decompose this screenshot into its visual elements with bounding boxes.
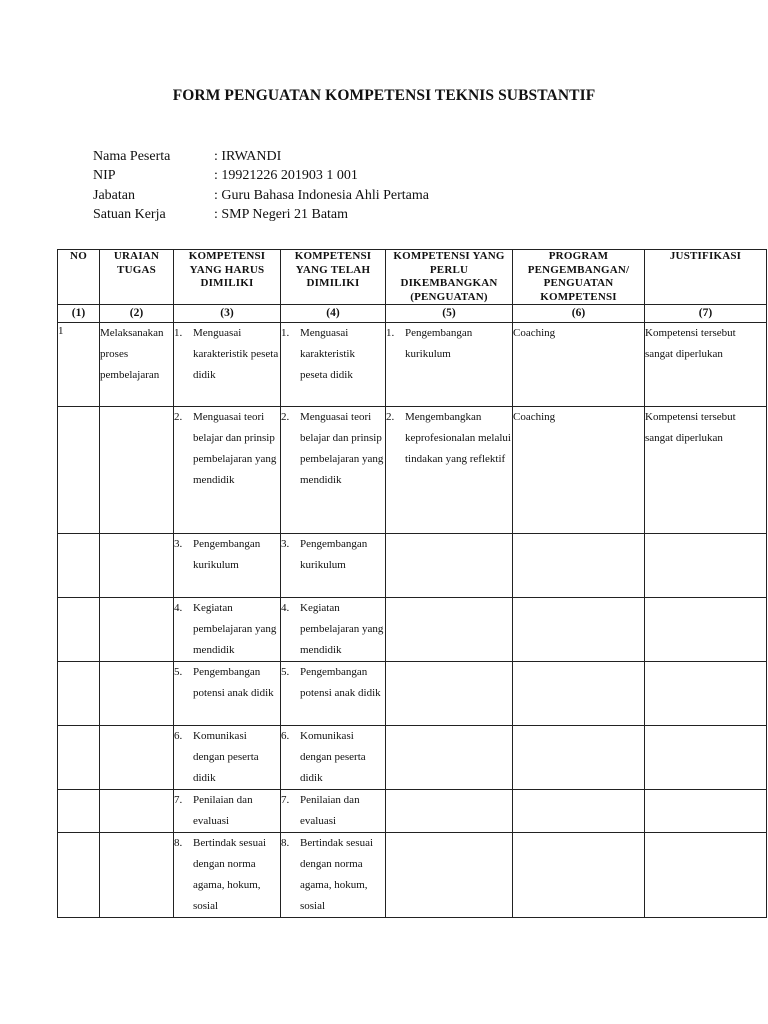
- info-row-jabatan: [93, 186, 429, 205]
- list-text: Pengembangan kurikulum: [405, 327, 473, 360]
- justifikasi-cell: Kompetensi tersebut sangat diperlukan: [645, 407, 767, 534]
- list-item: [281, 407, 385, 491]
- table-row: [58, 407, 767, 534]
- competency-table: [57, 249, 767, 918]
- info-row-nip: [93, 166, 429, 185]
- header-kompetensi-harus: KOMPETENSI YANG HARUS DIMILIKI: [174, 250, 281, 305]
- kompetensi-harus-cell: [174, 598, 281, 662]
- list-text: Kegiatan pembelajaran yang mendidik: [300, 602, 384, 656]
- list-number: 4.: [281, 602, 290, 614]
- list-item: [386, 407, 512, 470]
- list-item: [281, 833, 385, 917]
- list-number: 6.: [174, 730, 183, 742]
- empty-cell: [58, 534, 100, 598]
- justifikasi-cell: [645, 598, 767, 662]
- header-justifikasi: JUSTIFIKASI: [645, 250, 767, 305]
- table-row: [58, 662, 767, 726]
- empty-cell: [100, 662, 174, 726]
- kompetensi-perlu-cell: [386, 534, 513, 598]
- list-number: 5.: [281, 666, 290, 678]
- list-item: [281, 323, 385, 386]
- program-cell: Coaching: [513, 407, 645, 534]
- list-number: 1.: [174, 327, 183, 339]
- list-text: Pengembangan potensi anak didik: [300, 666, 381, 699]
- program-cell: [513, 534, 645, 598]
- list-number: 3.: [281, 538, 290, 550]
- kompetensi-harus-cell: [174, 662, 281, 726]
- list-item: [174, 598, 280, 661]
- kompetensi-harus-cell: [174, 407, 281, 534]
- row-number: 1: [58, 323, 100, 407]
- program-cell: Coaching: [513, 323, 645, 407]
- program-cell: [513, 662, 645, 726]
- column-number: (2): [100, 305, 174, 323]
- list-number: 4.: [174, 602, 183, 614]
- page-title: FORM PENGUATAN KOMPETENSI TEKNIS SUBSTANTIF: [172, 87, 596, 104]
- info-label: NIP: [93, 168, 116, 184]
- list-text: Menguasai karakteristik peseta didik: [193, 327, 279, 381]
- list-number: 7.: [281, 794, 290, 806]
- kompetensi-perlu-cell: [386, 407, 513, 534]
- list-item: [174, 534, 280, 576]
- empty-cell: [100, 790, 174, 833]
- list-item: [281, 598, 385, 661]
- list-text: Pengembangan kurikulum: [300, 538, 368, 571]
- kompetensi-telah-cell: [281, 534, 386, 598]
- list-text: Menguasai karakteristik peseta didik: [300, 327, 355, 381]
- justifikasi-cell: [645, 662, 767, 726]
- list-item: [386, 323, 512, 365]
- list-number: 2.: [281, 411, 290, 423]
- list-item: [174, 662, 280, 704]
- kompetensi-perlu-cell: [386, 662, 513, 726]
- column-number: (6): [513, 305, 645, 323]
- header-program: PROGRAM PENGEMBANGAN/ PENGUATAN KOMPETENSI: [513, 250, 645, 305]
- program-cell: [513, 833, 645, 918]
- info-value: : IRWANDI: [214, 149, 282, 164]
- kompetensi-perlu-cell: [386, 726, 513, 790]
- uraian-tugas-cell: Melaksanakan proses pembelajaran: [100, 323, 174, 407]
- info-value: : Guru Bahasa Indonesia Ahli Pertama: [214, 187, 430, 203]
- list-number: 1.: [386, 327, 395, 339]
- list-number: 7.: [174, 794, 183, 806]
- kompetensi-telah-cell: [281, 407, 386, 534]
- list-item: [174, 323, 280, 386]
- list-number: 3.: [174, 538, 183, 550]
- kompetensi-harus-cell: [174, 323, 281, 407]
- list-item: [281, 726, 385, 789]
- list-number: 5.: [174, 666, 183, 678]
- kompetensi-telah-cell: [281, 833, 386, 918]
- empty-cell: [58, 726, 100, 790]
- list-item: [281, 790, 385, 832]
- participant-info: [93, 147, 429, 224]
- kompetensi-telah-cell: [281, 323, 386, 407]
- list-number: 2.: [386, 411, 395, 423]
- empty-cell: [100, 407, 174, 534]
- list-number: 8.: [281, 837, 290, 849]
- kompetensi-perlu-cell: [386, 323, 513, 407]
- table-number-row: [58, 305, 767, 323]
- empty-cell: [58, 790, 100, 833]
- kompetensi-perlu-cell: [386, 833, 513, 918]
- program-cell: [513, 598, 645, 662]
- list-item: [281, 662, 385, 704]
- list-text: Komunikasi dengan peserta didik: [300, 730, 366, 784]
- list-text: Penilaian dan evaluasi: [193, 794, 253, 827]
- empty-cell: [100, 534, 174, 598]
- kompetensi-perlu-cell: [386, 790, 513, 833]
- column-number: (3): [174, 305, 281, 323]
- kompetensi-telah-cell: [281, 598, 386, 662]
- info-value: : 19921226 201903 1 001: [214, 168, 358, 184]
- empty-cell: [100, 726, 174, 790]
- kompetensi-perlu-cell: [386, 598, 513, 662]
- list-text: Menguasai teori belajar dan prinsip pembelajaran yang mendidik: [193, 411, 277, 486]
- kompetensi-telah-cell: [281, 726, 386, 790]
- list-number: 1.: [281, 327, 290, 339]
- empty-cell: [100, 598, 174, 662]
- list-text: Bertindak sesuai dengan norma agama, hokum, sosial: [300, 837, 374, 912]
- list-text: Bertindak sesuai dengan norma agama, hokum, sosial: [193, 837, 267, 912]
- kompetensi-harus-cell: [174, 534, 281, 598]
- list-number: 8.: [174, 837, 183, 849]
- header-kompetensi-telah: KOMPETENSI YANG TELAH DIMILIKI: [281, 250, 386, 305]
- info-row-nama: [93, 147, 429, 166]
- table-row: [58, 323, 767, 407]
- table-row: [58, 534, 767, 598]
- list-text: Mengembangkan keprofesionalan melalui tindakan yang reflektif: [405, 411, 511, 465]
- list-number: 2.: [174, 411, 183, 423]
- program-cell: [513, 790, 645, 833]
- table-row: [58, 833, 767, 918]
- header-kompetensi-perlu: KOMPETENSI YANG PERLU DIKEMBANGKAN (PENGUATAN): [386, 250, 513, 305]
- kompetensi-harus-cell: [174, 790, 281, 833]
- justifikasi-cell: Kompetensi tersebut sangat diperlukan: [645, 323, 767, 407]
- kompetensi-harus-cell: [174, 833, 281, 918]
- table-body: [58, 323, 767, 918]
- list-item: [174, 790, 280, 832]
- info-label: Nama Peserta: [93, 149, 171, 164]
- empty-cell: [100, 833, 174, 918]
- empty-cell: [58, 407, 100, 534]
- kompetensi-telah-cell: [281, 662, 386, 726]
- column-number: (1): [58, 305, 100, 323]
- table-row: [58, 790, 767, 833]
- list-item: [174, 833, 280, 917]
- list-item: [281, 534, 385, 576]
- list-item: [174, 407, 280, 491]
- table-header-row: [58, 250, 767, 305]
- list-text: Kegiatan pembelajaran yang mendidik: [193, 602, 277, 656]
- kompetensi-harus-cell: [174, 726, 281, 790]
- list-text: Pengembangan potensi anak didik: [193, 666, 274, 699]
- program-cell: [513, 726, 645, 790]
- info-value: : SMP Negeri 21 Batam: [214, 206, 349, 222]
- list-item: [174, 726, 280, 789]
- empty-cell: [58, 598, 100, 662]
- list-text: Penilaian dan evaluasi: [300, 794, 360, 827]
- header-no: NO: [58, 250, 100, 305]
- table-row: [58, 598, 767, 662]
- column-number: (7): [645, 305, 767, 323]
- info-row-satuan-kerja: [93, 205, 429, 224]
- list-text: Komunikasi dengan peserta didik: [193, 730, 259, 784]
- list-number: 6.: [281, 730, 290, 742]
- header-uraian-tugas: URAIAN TUGAS: [100, 250, 174, 305]
- info-label: Satuan Kerja: [93, 206, 166, 222]
- justifikasi-cell: [645, 790, 767, 833]
- list-text: Menguasai teori belajar dan prinsip pembelajaran yang mendidik: [300, 411, 384, 486]
- kompetensi-telah-cell: [281, 790, 386, 833]
- column-number: (4): [281, 305, 386, 323]
- info-label: Jabatan: [93, 187, 135, 203]
- table-row: [58, 726, 767, 790]
- empty-cell: [58, 833, 100, 918]
- justifikasi-cell: [645, 534, 767, 598]
- column-number: (5): [386, 305, 513, 323]
- justifikasi-cell: [645, 726, 767, 790]
- justifikasi-cell: [645, 833, 767, 918]
- list-text: Pengembangan kurikulum: [193, 538, 261, 571]
- empty-cell: [58, 662, 100, 726]
